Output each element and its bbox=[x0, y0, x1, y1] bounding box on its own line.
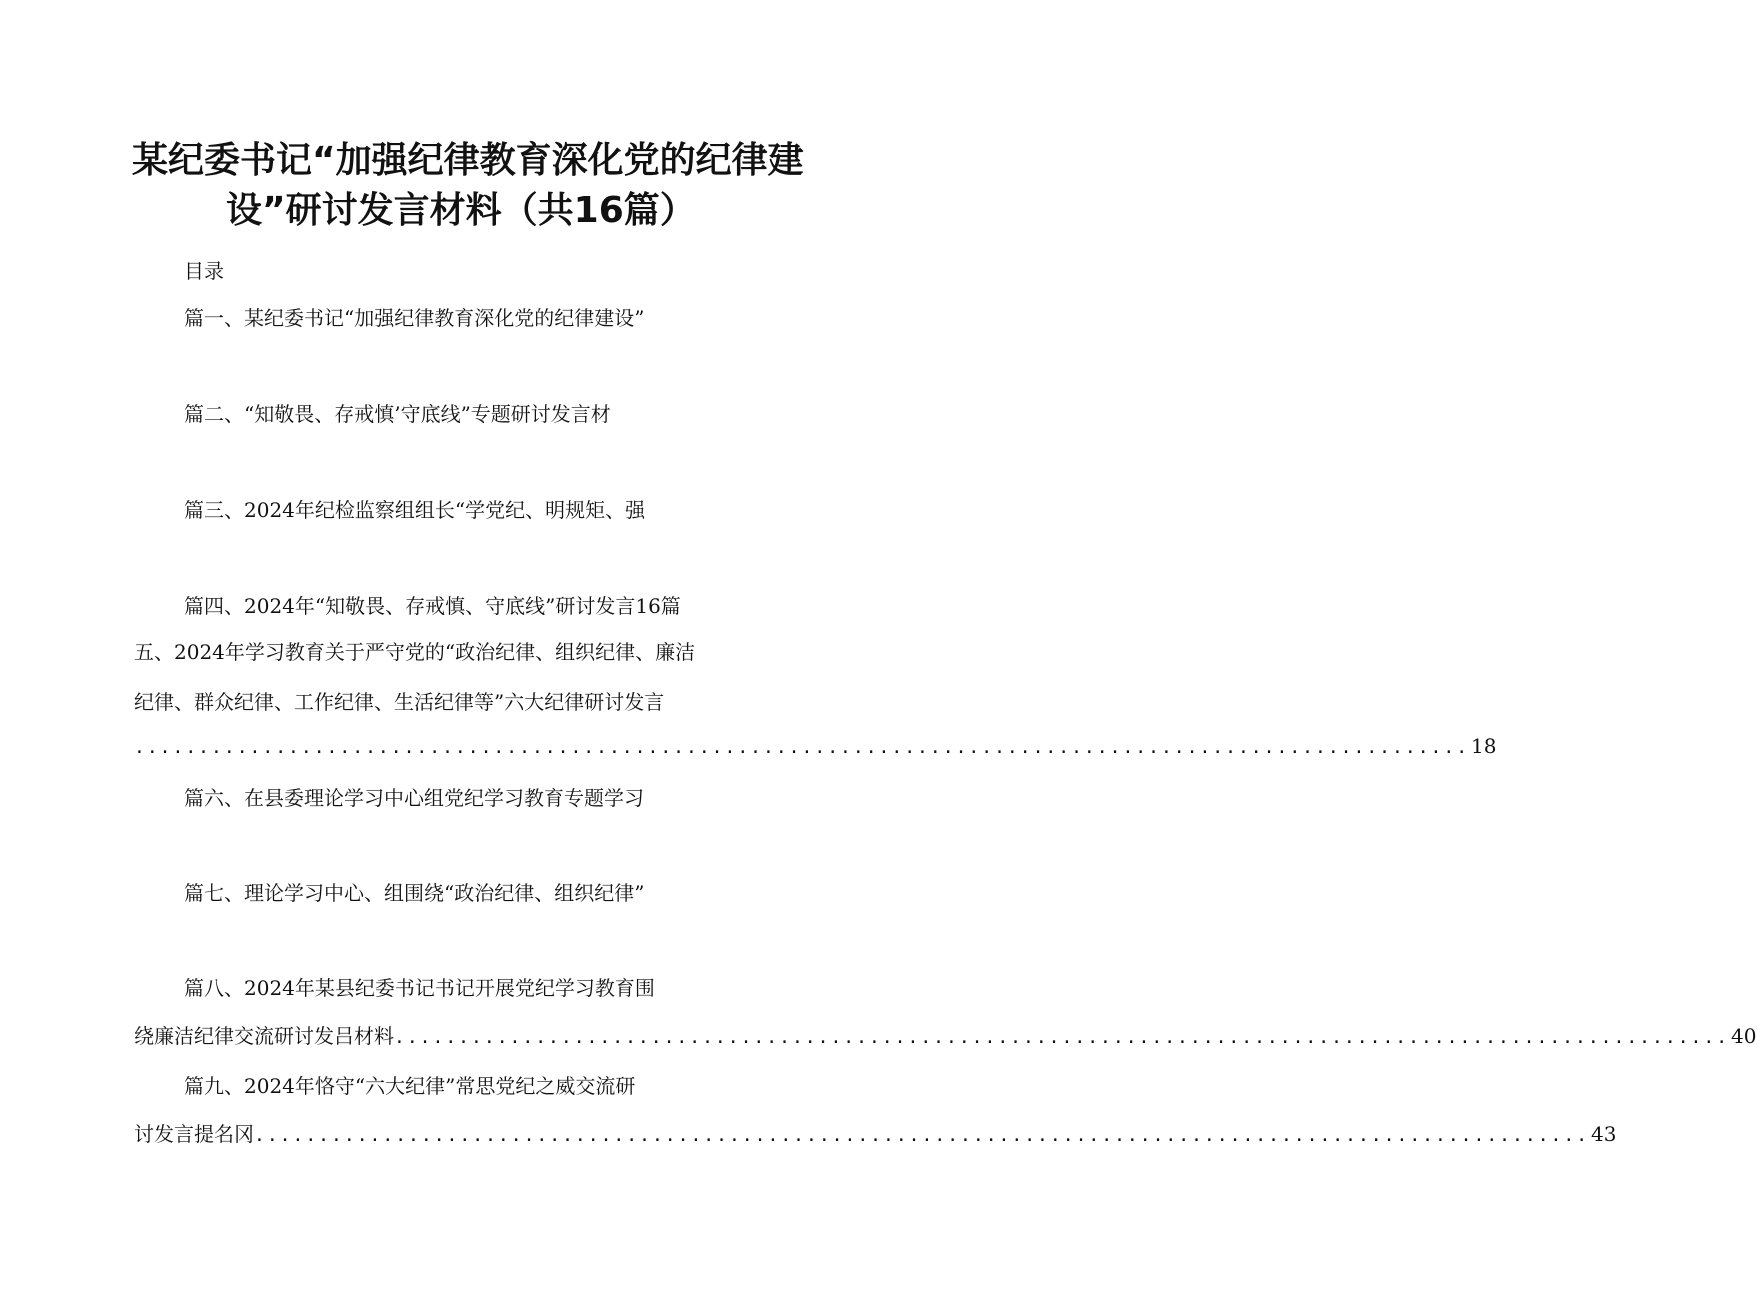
toc-entry-5-line-1[interactable]: 五、2024年学习教育关于严守党的“政治纪律、组织纪律、廉洁 bbox=[134, 640, 696, 664]
toc-entry-9-leader[interactable] bbox=[134, 1118, 1617, 1147]
toc-entry-4[interactable]: 篇四、2024年“知敬畏、存戒慎、守底线”研讨发言16篇 bbox=[184, 594, 681, 618]
toc-entry-9-line-2: 讨发言提名冈 bbox=[134, 1122, 254, 1146]
toc-entry-6[interactable]: 篇六、在县委理论学习中心组党纪学习教育专题学习 bbox=[184, 786, 644, 810]
toc-entry-8-line-1[interactable]: 篇八、2024年某县纪委书记书记开展党纪学习教育围 bbox=[184, 976, 655, 1000]
toc-heading: 目录 bbox=[184, 259, 224, 283]
toc-page-number: 43 bbox=[1591, 1122, 1617, 1146]
toc-entry-8-leader[interactable] bbox=[134, 1020, 1757, 1049]
toc-entry-9-line-1[interactable]: 篇九、2024年恪守“六大纪律”常思党纪之威交流研 bbox=[184, 1074, 636, 1098]
toc-entry-2[interactable]: 篇二、“知敬畏、存戒慎’守底线”专题研讨发言材 bbox=[184, 402, 611, 426]
document-title-line-2: 设”研讨发言材料（共16篇） bbox=[226, 190, 696, 231]
toc-entry-8-line-2: 绕廉洁纪律交流研讨发吕材料 bbox=[134, 1024, 394, 1048]
document-title-line-1: 某纪委书记“加强纪律教育深化党的纪律建 bbox=[132, 140, 804, 181]
toc-entry-5-leader[interactable] bbox=[134, 734, 1497, 758]
leader-dots: ........................................................................................................ bbox=[254, 1125, 1590, 1146]
toc-entry-3[interactable]: 篇三、2024年纪检监察组组长“学党纪、明规矩、强 bbox=[184, 498, 646, 522]
leader-dots: ........................................................................................................ bbox=[134, 737, 1470, 758]
toc-entry-7[interactable]: 篇七、理论学习中心、组围绕“政治纪律、组织纪律” bbox=[184, 881, 645, 905]
leader-dots: ........................................................................................................ bbox=[394, 1027, 1730, 1048]
toc-page-number: 40 bbox=[1731, 1024, 1757, 1048]
toc-entry-1[interactable]: 篇一、某纪委书记“加强纪律教育深化党的纪律建设” bbox=[184, 306, 645, 330]
toc-page-number: 18 bbox=[1471, 734, 1497, 758]
toc-entry-5-line-2[interactable]: 纪律、群众纪律、工作纪律、生活纪律等”六大纪律研讨发言 bbox=[134, 690, 665, 714]
